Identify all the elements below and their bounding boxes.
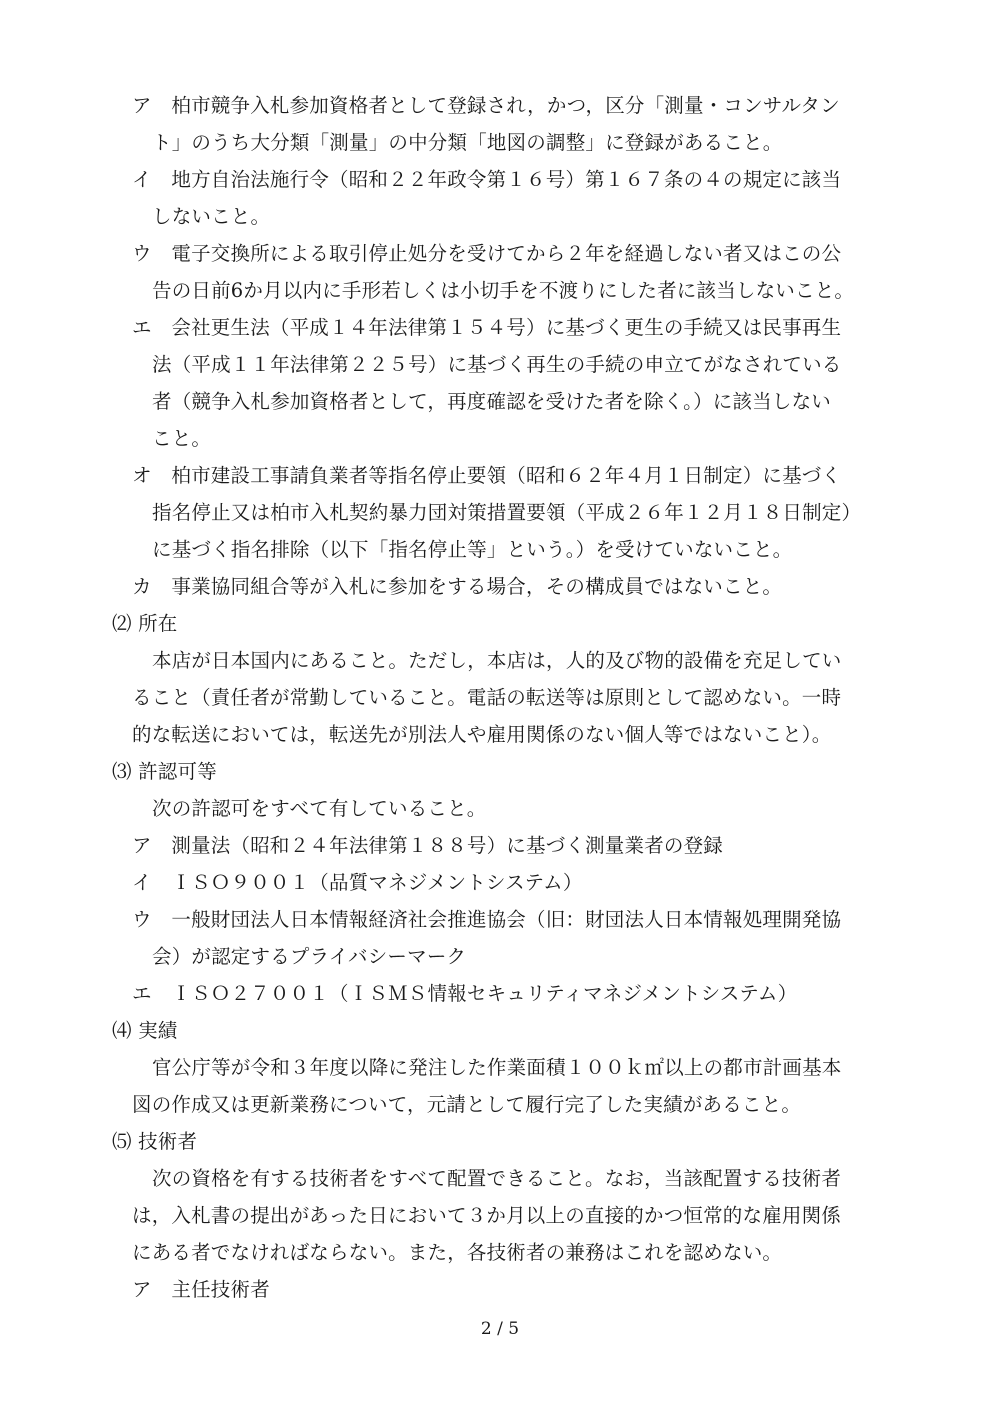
item-i-line-2: しないこと。 — [152, 205, 271, 228]
section-5-line-2: は，入札書の提出があった日において３か月以上の直接的かつ恒常的な雇用関係 — [132, 1204, 842, 1227]
engineer-a-heading: ア 主任技術者 — [132, 1278, 270, 1301]
item-i-line-1: イ 地方自治法施行令（昭和２２年政令第１６号）第１６７条の４の規定に該当 — [132, 168, 842, 191]
permit-i: イ ＩＳＯ９００１（品質マネジメントシステム） — [132, 871, 583, 894]
item-e-line-4: こと。 — [152, 427, 212, 450]
section-2-heading: ⑵ 所在 — [112, 612, 178, 635]
section-4-line-1: 官公庁等が令和３年度以降に発注した作業面積１００ｋ㎡以上の都市計画基本 — [152, 1056, 842, 1079]
permit-e: エ ＩＳＯ２７００１（ＩＳＭＳ情報セキュリティマネジメントシステム） — [132, 982, 798, 1005]
item-a-line-1: ア 柏市競争入札参加資格者として登録され，かつ，区分「測量・コンサルタン — [132, 94, 840, 117]
permit-a: ア 測量法（昭和２４年法律第１８８号）に基づく測量業者の登録 — [132, 834, 724, 857]
section-4-heading: ⑷ 実績 — [112, 1019, 178, 1042]
item-e-line-2: 法（平成１１年法律第２２５号）に基づく再生の手続の申立てがなされている — [152, 353, 842, 376]
page-number: 2 / 5 — [480, 1319, 520, 1339]
section-2-line-2: ること（責任者が常勤していること。電話の転送等は原則として認めない。一時 — [132, 686, 842, 709]
item-o-line-1: オ 柏市建設工事請負業者等指名停止要領（昭和６２年４月１日制定）に基づく — [132, 464, 842, 487]
section-2-line-3: 的な転送においては，転送先が別法人や雇用関係のない個人等ではないこと）。 — [132, 723, 832, 746]
section-4-line-2: 図の作成又は更新業務について，元請として履行完了した実績があること。 — [132, 1093, 802, 1116]
item-e-line-3: 者（競争入札参加資格者として，再度確認を受けた者を除く。）に該当しない — [152, 390, 831, 413]
section-3-heading: ⑶ 許認可等 — [112, 760, 217, 783]
item-e-line-1: エ 会社更生法（平成１４年法律第１５４号）に基づく更生の手続又は民事再生 — [132, 316, 842, 339]
section-5-line-1: 次の資格を有する技術者をすべて配置できること。なお，当該配置する技術者 — [152, 1167, 842, 1190]
section-5-heading: ⑸ 技術者 — [112, 1130, 198, 1153]
item-u-line-1: ウ 電子交換所による取引停止処分を受けてから２年を経過しない者又はこの公 — [132, 242, 842, 265]
item-a-line-2: ト」のうち大分類「測量」の中分類「地図の調整」に登録があること。 — [152, 131, 783, 154]
item-o-line-2: 指名停止又は柏市入札契約暴力団対策措置要領（平成２６年１２月１８日制定） — [152, 501, 862, 524]
item-ka-line-1: カ 事業協同組合等が入札に参加をする場合，その構成員ではないこと。 — [132, 575, 783, 598]
section-3-intro: 次の許認可をすべて有していること。 — [152, 797, 487, 820]
permit-u-line-2: 会）が認定するプライバシーマーク — [152, 945, 467, 968]
item-o-line-3: に基づく指名排除（以下「指名停止等」という。）を受けていないこと。 — [152, 538, 793, 561]
item-u-line-2: 告の日前6か月以内に手形若しくは小切手を不渡りにした者に該当しないこと。 — [152, 279, 855, 302]
permit-u-line-1: ウ 一般財団法人日本情報経済社会推進協会（旧：財団法人日本情報処理開発協 — [132, 908, 842, 931]
section-5-line-3: にある者でなければならない。また，各技術者の兼務はこれを認めない。 — [132, 1241, 783, 1264]
section-2-line-1: 本店が日本国内にあること。ただし，本店は，人的及び物的設備を充足してい — [152, 649, 842, 672]
